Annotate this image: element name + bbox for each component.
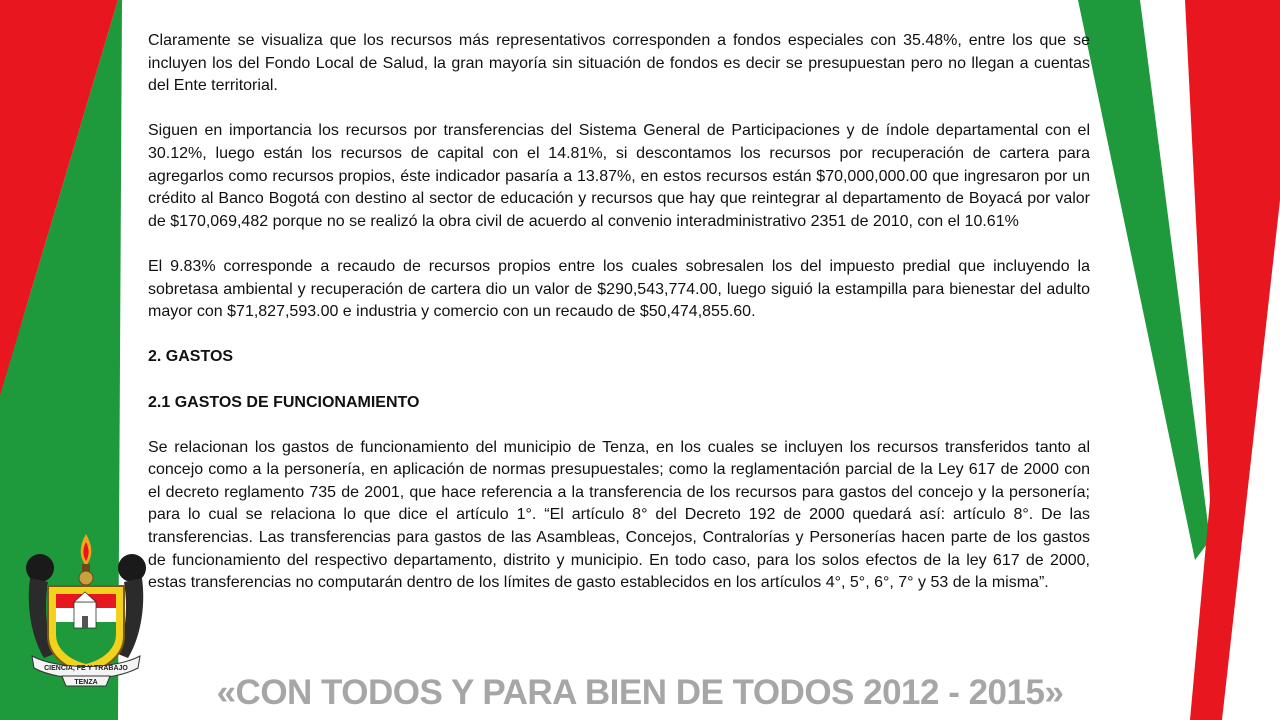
footer-slogan	[0, 672, 1280, 714]
subsection-heading-funcionamiento: 2.1 GASTOS DE FUNCIONAMIENTO	[148, 393, 420, 411]
section-heading-gastos: 2. GASTOS	[148, 348, 234, 366]
paragraph-recursos-propios: El 9.83% corresponde a recaudo de recursos propios entre los cuales sobresalen los del impuesto predial que incluyendo la sobretasa ambiental y recuperación de cartera dio un valor de $290,543,774.00, luego siguió la estampilla para bienestar del adulto mayor con $71,827,593.00 e industria y comercio con un recaudo de $50,474,855.60.	[148, 257, 1090, 321]
slogan-text: «CON TODOS Y PARA BIEN DE TODOS 2012 - 2015»	[216, 673, 1064, 712]
seal-name: TENZA	[74, 679, 98, 686]
seal-motto: CIENCIA, FE Y TRABAJO	[44, 665, 128, 672]
paragraph-gastos-funcionamiento: Se relacionan los gastos de funcionamiento del municipio de Tenza, en los cuales se incluyen los recursos transferidos tanto al concejo como a la personería, en aplicación de normas presupuestales; como la reglamentación parcial de la Ley 617 de 2000 con el decreto reglamento 735 de 2001, que hace referencia a la transferencia de los recursos para gastos del concejo y la personería; para lo cual se relaciona lo que dice el artículo 1°. “El artículo 8° del Decreto 192 de 2000 quedará así: artículo 8°. De las transferencias. Las transferencias para gastos de las Asambleas, Concejos, Contralorías y Personerías hacen parte de los gastos de funcionamiento del respectivo departamento, distrito y municipio. En todo caso, para los solos efectos de la ley 617 de 2000, estas transferencias no computarán dentro de los límites de gasto establecidos en los artículos 4°, 5°, 6°, 7° y 53 de la misma”.	[148, 438, 1090, 592]
municipal-seal-icon	[18, 528, 154, 688]
document-body	[148, 30, 1090, 595]
paragraph-fondos-especiales: Claramente se visualiza que los recursos más representativos corresponden a fondos especiales con 35.48%, entre los que se incluyen los del Fondo Local de Salud, la gran mayoría sin situación de fondos es decir se presupuestan pero no llegan a cuentas del Ente territorial.	[148, 32, 1090, 95]
paragraph-transferencias: Siguen en importancia los recursos por transferencias del Sistema General de Participaciones y de índole departamental con el 30.12%, luego están los recursos de capital con el 14.81%, si descontamos los recursos por recuperación de cartera para agregarlos como recursos propios, éste indicador pasaría a 13.87%, en estos recursos están $70,000,000.00 que ingresaron por un crédito al Banco Bogotá con destino al sector de educación y recursos que hay que reintegrar al departamento de Boyacá por valor de $170,069,482 porque no se realizó la obra civil de acuerdo al convenio interadministrativo 2351 de 2010, con el 10.61%	[148, 122, 1090, 230]
